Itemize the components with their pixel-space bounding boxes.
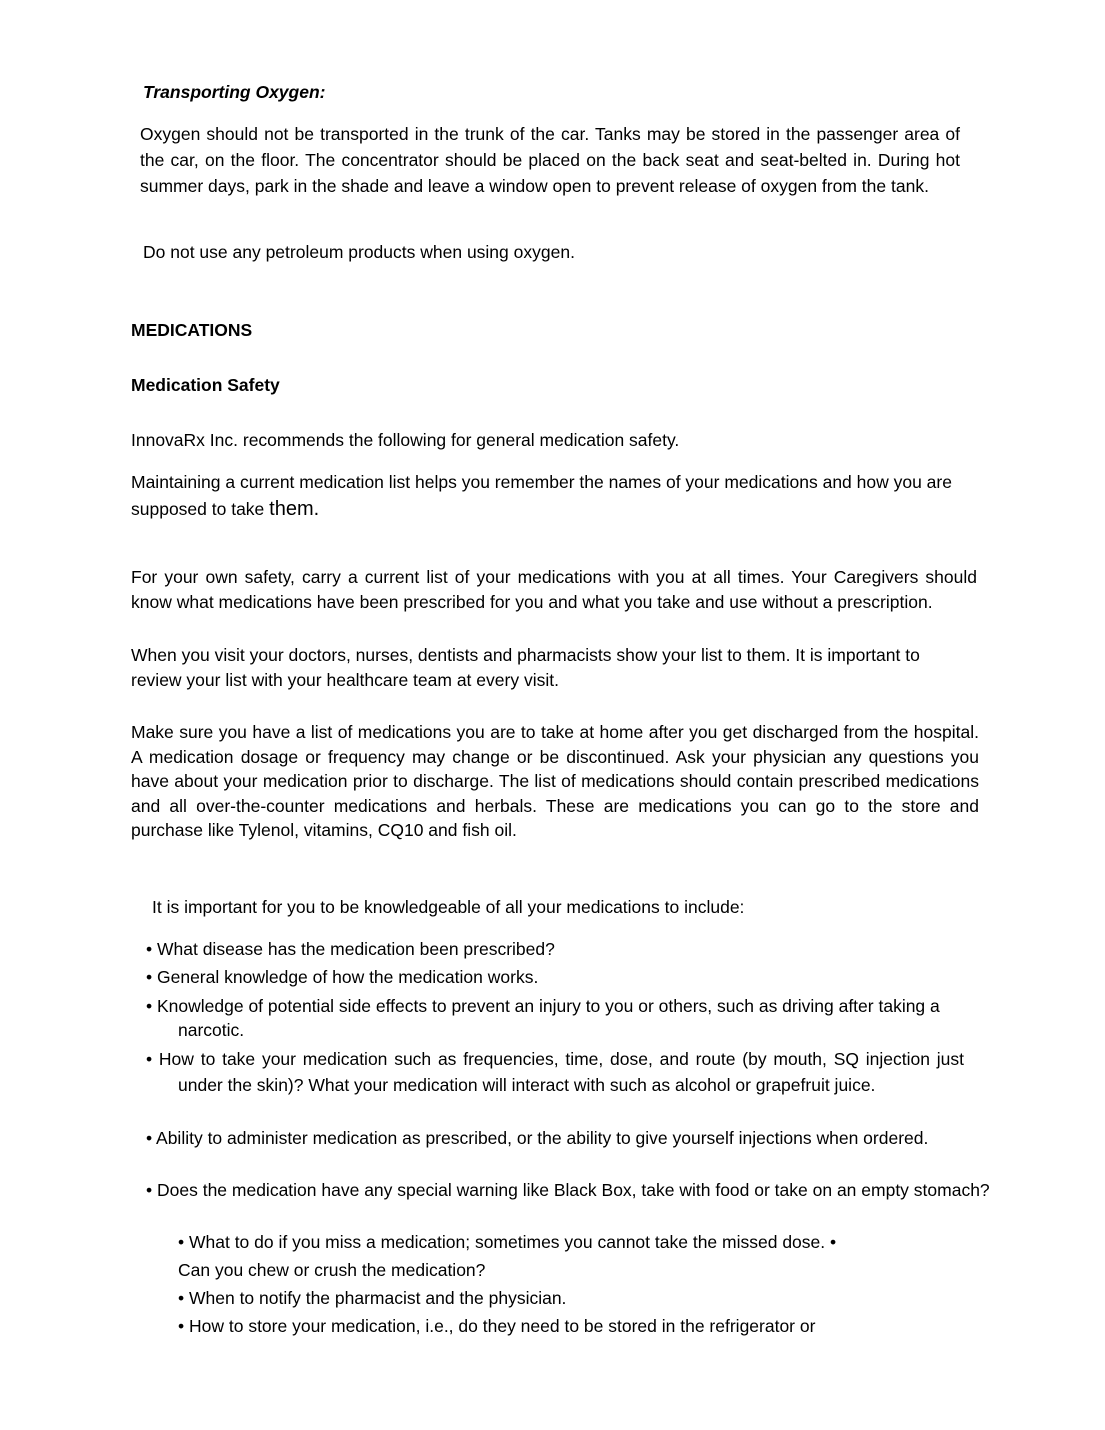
- list-item: • What disease has the medication been prescribed?: [146, 939, 555, 959]
- doctor-visit-paragraph: When you visit your doctors, nurses, dentists and pharmacists show your list to them. It is important to review your list with your healthcare team at every visit.: [131, 645, 920, 690]
- innovarx-intro: InnovaRx Inc. recommends the following for general medication safety.: [131, 430, 680, 450]
- oxygen-transport-paragraph: Oxygen should not be transported in the trunk of the car. Tanks may be stored in the passenger area of the car, on the floor. The concentrator should be placed on the back seat and seat-belted in. During hot summer days, park in the shade and leave a window open to prevent release of oxygen from the tank.: [140, 124, 960, 196]
- list-item: • Knowledge of potential side effects to prevent an injury to you or others, such as driving after taking a narcotic.: [146, 996, 940, 1040]
- medication-list-paragraph: [131, 469, 981, 523]
- list-item: • What to do if you miss a medication; sometimes you cannot take the missed dose. •: [178, 1232, 837, 1252]
- list-item: Can you chew or crush the medication?: [178, 1260, 486, 1280]
- list-item: • Does the medication have any special warning like Black Box, take with food or take on an empty stomach?: [146, 1180, 990, 1200]
- transporting-oxygen-heading: Transporting Oxygen:: [143, 82, 326, 102]
- medication-list-text: Maintaining a current medication list helps you remember the names of your medications and how you are supposed to take: [131, 472, 952, 519]
- petroleum-warning: Do not use any petroleum products when using oxygen.: [143, 242, 575, 262]
- medication-list-text-end: them.: [269, 498, 320, 520]
- list-item: • How to take your medication such as frequencies, time, dose, and route (by mouth, SQ injection just under the skin)? What your medication will interact with such as alcohol or grapefruit juice.: [146, 1049, 964, 1095]
- discharge-paragraph: Make sure you have a list of medications you are to take at home after you get discharged from the hospital. A medication dosage or frequency may change or be discontinued. Ask your physician any questions you have about your medication prior to discharge. The list of medications should contain prescribed medications and all over-the-counter medications and herbals. These are medications you can go to the store and purchase like Tylenol, vitamins, CQ10 and fish oil.: [131, 722, 979, 840]
- knowledge-intro: It is important for you to be knowledgeable of all your medications to include:: [152, 897, 745, 917]
- carry-list-paragraph: For your own safety, carry a current list of your medications with you at all times. Your Caregivers should know what medications have been prescribed for you and what you take and use without a prescription.: [131, 567, 977, 612]
- list-item: • General knowledge of how the medication works.: [146, 967, 539, 987]
- list-item: • Ability to administer medication as prescribed, or the ability to give yourself injections when ordered.: [146, 1128, 929, 1148]
- list-item: • When to notify the pharmacist and the physician.: [178, 1288, 567, 1308]
- list-item: • How to store your medication, i.e., do they need to be stored in the refrigerator or: [178, 1316, 816, 1336]
- medications-heading: MEDICATIONS: [131, 320, 253, 340]
- medication-safety-heading: Medication Safety: [131, 375, 280, 395]
